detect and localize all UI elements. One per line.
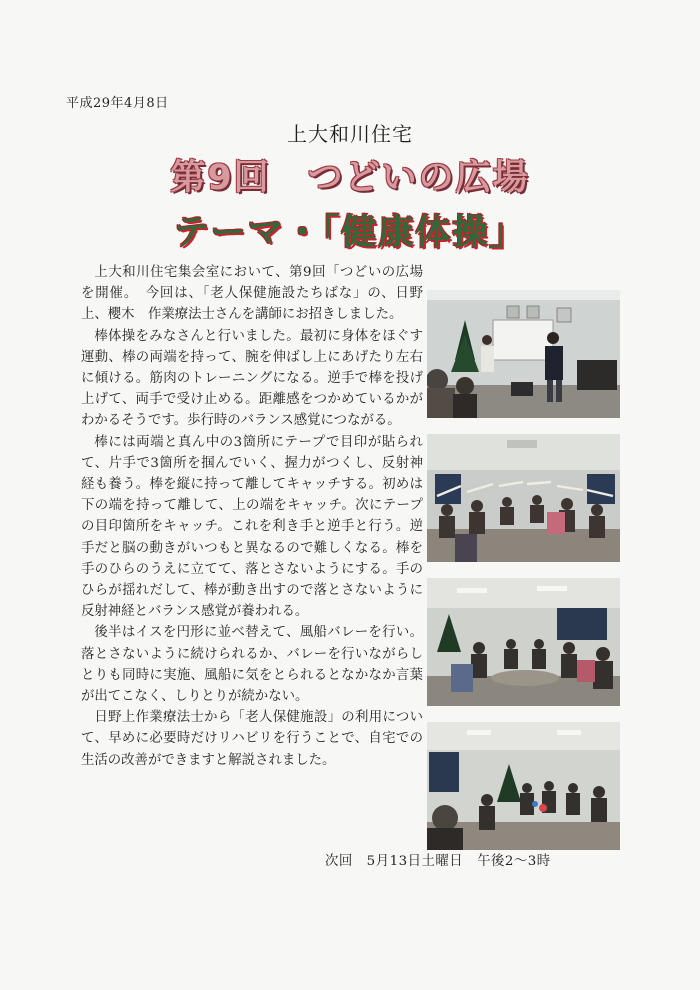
paragraph-catch-exercise: 棒には両端と真ん中の3箇所にテープで目印が貼られて、片手で3箇所を掴んでいく、握力がつくし、反射神経も養う。棒を縦に持って離してキャッチする。初めは下の端を持って離して、上の端をキャッチ。次にテープの目印箇所をキャッチ。これを利き手と逆手と行う。逆手だと脳の動きがいつもと異なるので難しくなる。棒を手のひらのうえに立てて、落とさないようにする。手のひらが揺れだして、棒が動き出すので落とさないように反射神経とバランス感覚が養われる。 — [81, 434, 423, 620]
photo-seated-group — [427, 578, 620, 706]
location-heading: 上大和川住宅 — [287, 122, 413, 146]
next-meeting: 次回 5月13日土曜日 午後2〜3時 — [325, 854, 551, 869]
paragraph-intro: 上大和川住宅集会室において、第9回「つどいの広場を開催。 今回は、「老人保健施設たちばな」の、日野上、櫻木 作業療法士さんを講師にお招きしました。 — [81, 265, 423, 323]
paragraph-stick-exercise: 棒体操をみなさんと行いました。最初に身体をほぐす運動、棒の両端を持って、腕を伸ばし上にあげたり左右に傾ける。筋肉のトレーニングになる。逆手で棒を投げ上げて、両手で受け止める。距離感をつかめているかがわかるそうです。歩行時のバランス感覚につながる。 — [81, 328, 423, 429]
photo-stick-exercise — [427, 434, 620, 562]
article-body — [81, 262, 423, 771]
photo-instructor — [427, 290, 620, 418]
paragraph-balloon-volley: 後半はイスを円形に並べ替えて、風船バレーを行い。落とさないように続けられるか、バレーを行いながらしとりも同時に実施、風船に気をとられるとなかなか言葉が出てこなく、しりとりが続かない。 — [81, 625, 423, 705]
event-title: 第9回 つどいの広場 — [170, 158, 530, 198]
photo-balloon-volley — [427, 722, 620, 850]
paragraph-explanation: 日野上作業療法士から「老人保健施設」の利用について、早めに必要時だけリハビリを行うことで、自宅での生活の改善ができますと解説されました。 — [81, 710, 423, 768]
theme-title: テーマ・「健康体操」 — [173, 213, 527, 253]
issue-date: 平成29年4月8日 — [66, 96, 169, 111]
